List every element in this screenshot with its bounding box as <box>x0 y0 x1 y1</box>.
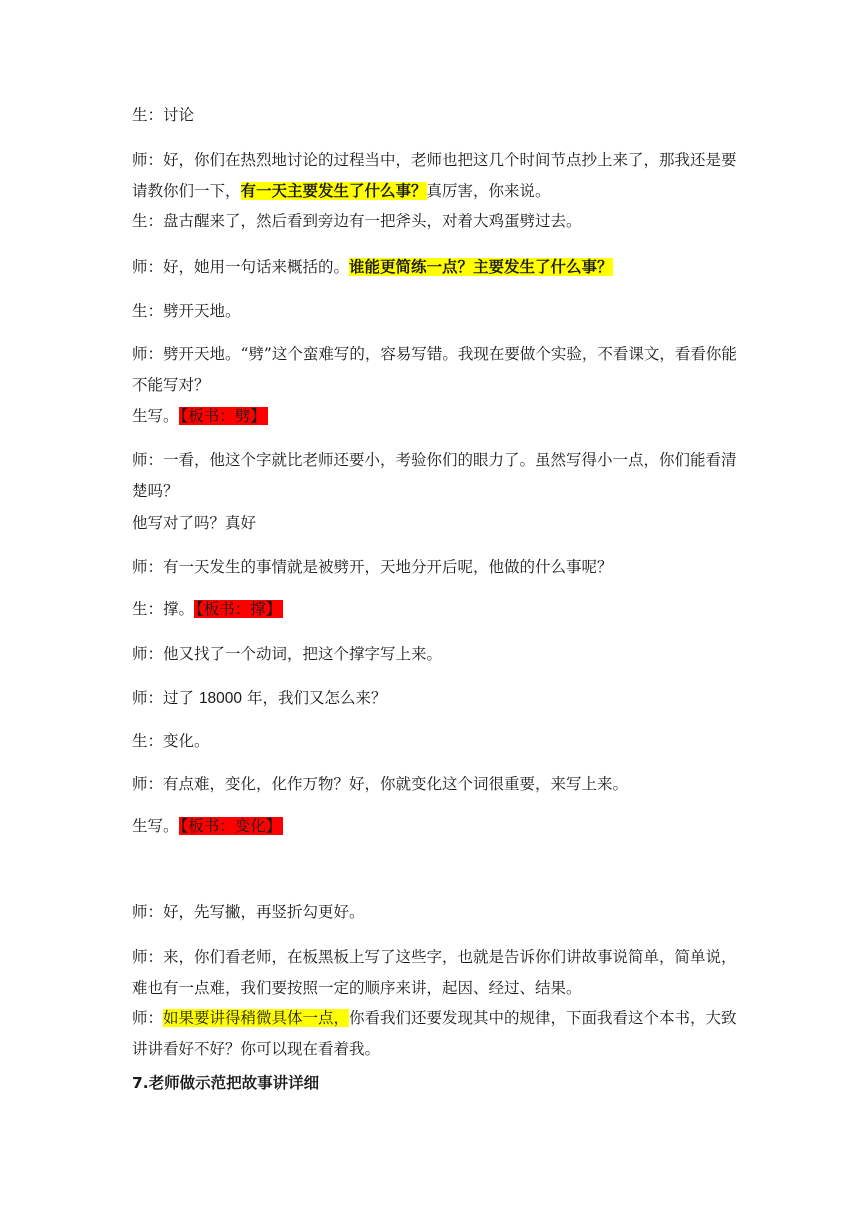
paragraph-teacher-verb <box>132 639 742 670</box>
highlighted-question: 谁能更简练一点？主要发生了什么事？ <box>349 258 613 276</box>
paragraph-text: 他写对了吗？真好 <box>132 514 257 532</box>
heading-text: 7.老师做示范把故事讲详细 <box>132 1074 320 1092</box>
paragraph-text: 你看我们还要发现其中的规律，下面我看这个本书，大致讲讲看好不好？你可以现在看着我。 <box>132 1009 737 1058</box>
paragraph-teacher-summary <box>132 252 742 283</box>
paragraph-text: 生：劈开天地。 <box>132 302 241 320</box>
paragraph-text: 生：撑。 <box>132 600 195 618</box>
paragraph-text: 生写。 <box>132 817 179 835</box>
paragraph-student-discuss <box>132 100 742 131</box>
paragraph-teacher-eyesight <box>132 445 742 507</box>
paragraph-text: 师：好，先写撇，再竖折勾更好。 <box>132 903 365 921</box>
paragraph-text: 师：劈开天地。“劈”这个蛮难写的，容易写错。我现在要做个实验，不看课文，看看你能不能写对？ <box>132 345 737 394</box>
paragraph-teacher-stroke-order <box>132 897 742 928</box>
paragraph-text: 师： <box>132 1009 164 1027</box>
paragraph-text: 生写。 <box>132 407 179 425</box>
paragraph-text: 师：好，你们在热烈地讨论的过程当中，老师也把这几个时间节点抄上来了，那我还是要请教你们一下， <box>132 151 737 200</box>
paragraph-teacher-18000-years <box>132 683 742 714</box>
paragraph-teacher-change-important <box>132 769 742 800</box>
paragraph-text: 师：好，她用一句话来概括的。 <box>132 258 350 276</box>
paragraph-teacher-sequence <box>132 942 742 1004</box>
paragraph-student-support <box>132 594 742 625</box>
paragraph-written-correct <box>132 508 742 539</box>
blackboard-note: 【板书：劈】 <box>180 407 266 425</box>
paragraph-student-writes-change <box>132 811 742 842</box>
paragraph-text: 师：来，你们看老师，在板黑板上写了这些字，也就是告诉你们讲故事说简单，简单说，难也有一点难，我们要按照一定的顺序来讲，起因、经过、结果。 <box>132 948 737 997</box>
year-number: 18000 <box>198 690 243 707</box>
highlighted-question: 有一天主要发生了什么事？ <box>240 182 427 200</box>
paragraph-student-split <box>132 296 742 327</box>
paragraph-student-pangu-wakes <box>132 206 742 237</box>
paragraph-teacher-ask-event <box>132 145 742 207</box>
paragraph-text: 生：盘古醒来了，然后看到旁边有一把斧头，对着大鸡蛋劈过去。 <box>132 212 582 230</box>
paragraph-text: 师：一看，他这个字就比老师还要小，考验你们的眼力了。虽然写得小一点，你们能看清楚吗？ <box>132 451 737 500</box>
paragraph-text: 生：变化。 <box>132 732 210 750</box>
paragraph-teacher-detail <box>132 1003 742 1065</box>
paragraph-teacher-experiment <box>132 339 742 401</box>
blackboard-note: 【板书：撑】 <box>196 600 282 618</box>
paragraph-text: 师：他又找了一个动词，把这个撑字写上来。 <box>132 645 443 663</box>
highlighted-phrase: 如果要讲得稍微具体一点， <box>163 1009 350 1027</box>
paragraph-text: 年，我们又怎么来？ <box>242 689 387 707</box>
paragraph-student-change <box>132 726 742 757</box>
paragraph-student-writes-pi <box>132 401 742 432</box>
paragraph-text: 生：讨论 <box>132 106 195 124</box>
section-heading <box>132 1068 319 1099</box>
paragraph-text: 真厉害，你来说。 <box>426 182 551 200</box>
paragraph-teacher-next-event <box>132 552 742 583</box>
blackboard-note: 【板书：变化】 <box>180 817 282 835</box>
paragraph-text: 师：有点难，变化，化作万物？好，你就变化这个词很重要，来写上来。 <box>132 775 629 793</box>
paragraph-text: 师：有一天发生的事情就是被劈开，天地分开后呢，他做的什么事呢？ <box>132 558 613 576</box>
paragraph-text: 师：过了 <box>132 689 199 707</box>
